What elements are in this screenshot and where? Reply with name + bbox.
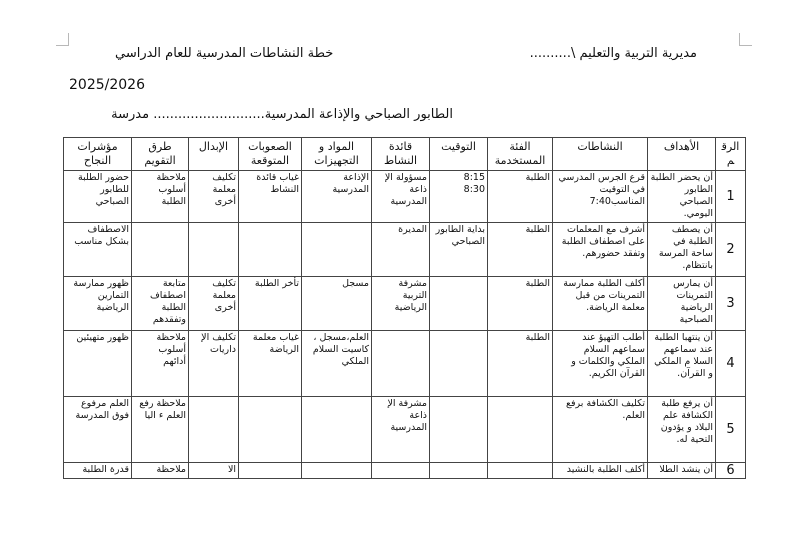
table-cell: غياب معلمة الرياضة bbox=[239, 331, 302, 397]
plan-subtitle: الطابور الصباحي والإذاعة المدرسية........................... مدرسة bbox=[111, 107, 453, 122]
table-cell: أطلب التهيؤ عند سماعهم السلام الملكي والكلمات و القرآن الكريم. bbox=[553, 331, 648, 397]
table-cell: قدرة الطلبة bbox=[64, 463, 132, 479]
table-cell: العلم مرفوع فوق المدرسة bbox=[64, 397, 132, 463]
table-cell bbox=[372, 463, 430, 479]
table-row bbox=[64, 397, 746, 463]
table-cell: أن يمارس التمرينات الرياضية الصباحية bbox=[648, 277, 716, 331]
table-cell bbox=[239, 463, 302, 479]
table-cell: أن يحضر الطلبة الطابور الصباحي اليومي. bbox=[648, 171, 716, 223]
table-cell bbox=[189, 397, 239, 463]
row-number-cell: 1 bbox=[716, 171, 746, 223]
table-cell: تكليف الكشافة برفع العلم. bbox=[553, 397, 648, 463]
table-cell: الإذاعة المدرسية bbox=[302, 171, 372, 223]
directorate-heading: مديرية التربية والتعليم \.......... bbox=[529, 46, 697, 61]
table-row bbox=[64, 277, 746, 331]
table-cell bbox=[302, 463, 372, 479]
table-cell bbox=[239, 223, 302, 277]
header-cell: الصعوبات المتوقعة bbox=[239, 138, 302, 171]
row-number-cell: 2 bbox=[716, 223, 746, 277]
table-cell: العلم،مسجل ، كاسيت السلام الملكي bbox=[302, 331, 372, 397]
table-cell: غياب قائدة النشاط bbox=[239, 171, 302, 223]
table-cell: أشرف مع المعلمات على اصطفاف الطلبة وتفقد حضورهم. bbox=[553, 223, 648, 277]
table-cell: حضور الطلبة للطابور الصباحي bbox=[64, 171, 132, 223]
table-cell bbox=[430, 277, 488, 331]
table-cell: ملاحظة أسلوب أدائهم bbox=[132, 331, 189, 397]
row-number-cell: 5 bbox=[716, 397, 746, 463]
table-cell: أكلف الطلبة ممارسة التمرينات من قبل معلمة الرياضة. bbox=[553, 277, 648, 331]
header-cell: المواد و التجهيزات bbox=[302, 138, 372, 171]
table-cell: متابعة اصطفاف الطلبة وتفقدهم bbox=[132, 277, 189, 331]
table-cell: ظهور ممارسة التمارين الرياضية bbox=[64, 277, 132, 331]
table-cell bbox=[488, 463, 553, 479]
table-cell: أن يرفع طلبة الكشافة علم البلاد و يؤدون التحية له. bbox=[648, 397, 716, 463]
table-cell: مشرفة التربية الرياضية bbox=[372, 277, 430, 331]
header-cell: الإبدال bbox=[189, 138, 239, 171]
row-number-cell: 6 bbox=[716, 463, 746, 479]
table-cell: مشرفة الإ ذاعة المدرسية bbox=[372, 397, 430, 463]
table-cell: أكلف الطلبة بالنشيد bbox=[553, 463, 648, 479]
table-cell bbox=[189, 223, 239, 277]
header-cell: النشاطات bbox=[553, 138, 648, 171]
header-cell: التوقيت bbox=[430, 138, 488, 171]
table-cell: الا bbox=[189, 463, 239, 479]
table-row bbox=[64, 223, 746, 277]
table-cell: تكليف معلمة أخرى bbox=[189, 277, 239, 331]
table-cell: الطلبة bbox=[488, 171, 553, 223]
crop-mark-top-right bbox=[739, 33, 752, 46]
table-cell: بداية الطابور الصباحي bbox=[430, 223, 488, 277]
table-cell bbox=[488, 397, 553, 463]
header-cell: طرق التقويم bbox=[132, 138, 189, 171]
table-cell bbox=[302, 397, 372, 463]
table-cell: مسجل bbox=[302, 277, 372, 331]
table-cell: تأخر الطلبة bbox=[239, 277, 302, 331]
table-cell bbox=[132, 223, 189, 277]
header-cell: قائدة النشاط bbox=[372, 138, 430, 171]
header-cell: الأهداف bbox=[648, 138, 716, 171]
table-cell: تكليف الإ داريات bbox=[189, 331, 239, 397]
plan-title: خطة النشاطات المدرسية للعام الدراسي bbox=[115, 46, 334, 61]
table-header-row bbox=[64, 138, 746, 171]
activities-table bbox=[63, 137, 746, 479]
row-number-cell: 3 bbox=[716, 277, 746, 331]
header-cell: الفئة المستخدمة bbox=[488, 138, 553, 171]
table-cell bbox=[239, 397, 302, 463]
header-cell: مؤشرات النجاح bbox=[64, 138, 132, 171]
table-cell bbox=[430, 463, 488, 479]
table-row bbox=[64, 463, 746, 479]
table-cell: أن ينتهبا الطلبة عند سماعهم السلا م الملكي و القرآن. bbox=[648, 331, 716, 397]
table-cell: 8:15 8:30 bbox=[430, 171, 488, 223]
table-cell: الطلبة bbox=[488, 277, 553, 331]
table-cell: تكليف معلمة أخرى bbox=[189, 171, 239, 223]
table-cell bbox=[430, 331, 488, 397]
table-cell bbox=[302, 223, 372, 277]
table-cell: ملاحظة رفع العلم ء اليا bbox=[132, 397, 189, 463]
table-cell: المديرة bbox=[372, 223, 430, 277]
table-cell: الطلبة bbox=[488, 223, 553, 277]
header-cell: الرقم bbox=[716, 138, 746, 171]
academic-year: 2025/2026 bbox=[69, 77, 145, 93]
table-cell: أن يصطف الطلبة في ساحة المرسة بانتظام. bbox=[648, 223, 716, 277]
table-cell: قرع الجرس المدرسي في التوقيت المناسب7:40 bbox=[553, 171, 648, 223]
table-cell: الطلبة bbox=[488, 331, 553, 397]
table-cell: ظهور متهيئين bbox=[64, 331, 132, 397]
table-cell: مسؤولة الإ ذاعة المدرسية bbox=[372, 171, 430, 223]
crop-mark-top-left bbox=[56, 33, 69, 46]
table-row bbox=[64, 331, 746, 397]
table-cell bbox=[430, 397, 488, 463]
table-cell bbox=[372, 331, 430, 397]
table-cell: الاصطفاف بشكل مناسب bbox=[64, 223, 132, 277]
table-cell: ملاحظة bbox=[132, 463, 189, 479]
row-number-cell: 4 bbox=[716, 331, 746, 397]
table-row bbox=[64, 171, 746, 223]
table-cell: أن ينشد الطلا bbox=[648, 463, 716, 479]
table-cell: ملاحظة أسلوب الطلبة bbox=[132, 171, 189, 223]
